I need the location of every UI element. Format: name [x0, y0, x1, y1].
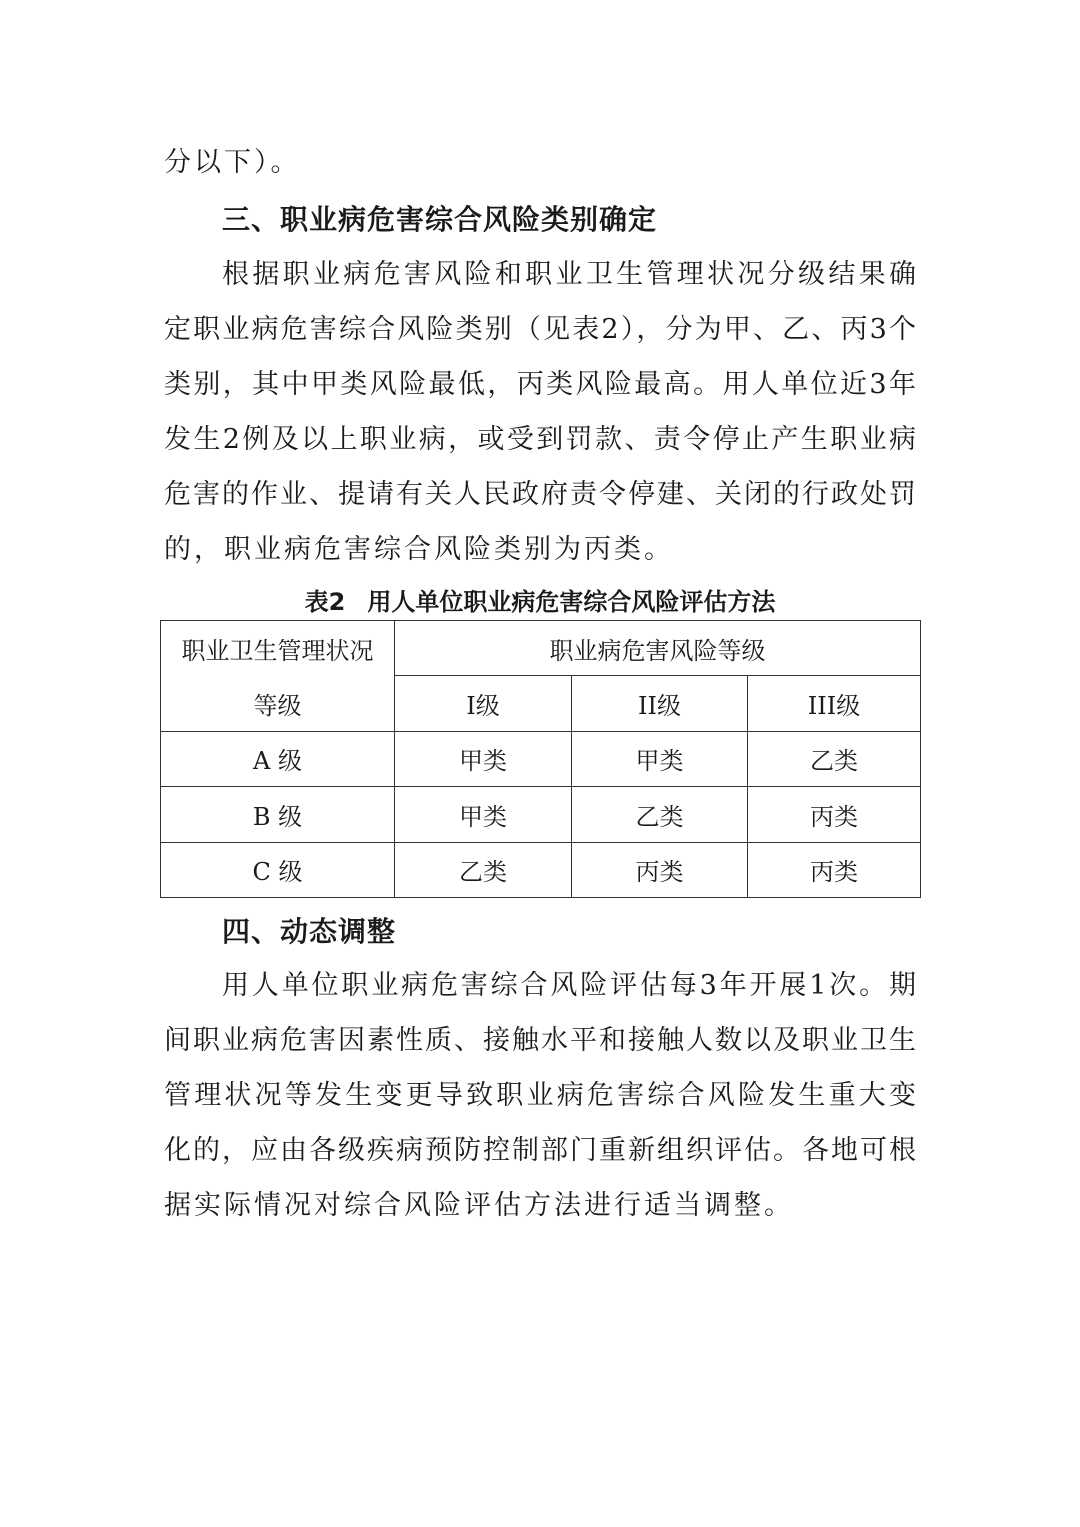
- table-cell: 甲类: [395, 787, 572, 842]
- section-3-heading: 三、职业病危害综合风险类别确定: [222, 203, 658, 236]
- risk-assessment-table: [160, 620, 921, 898]
- col-group-header: 职业病危害风险等级: [395, 621, 921, 676]
- row-label: A 级: [161, 731, 395, 786]
- row-header-top: 职业卫生管理状况: [161, 621, 395, 676]
- col-header: I级: [395, 676, 572, 731]
- row-label: B 级: [161, 787, 395, 842]
- table-row: [161, 787, 921, 842]
- paragraph-end: 分以下）。: [164, 147, 301, 178]
- section-4-heading: 四、动态调整: [222, 915, 397, 948]
- table-cell: 丙类: [748, 787, 921, 842]
- section-4-line: 用人单位职业病危害综合风险评估每3年开展1次。期: [222, 970, 916, 1001]
- section-3-line: 发生2例及以上职业病，或受到罚款、责令停止产生职业病: [164, 424, 916, 455]
- table-cell: 丙类: [748, 842, 921, 897]
- section-3-line: 危害的作业、提请有关人民政府责令停建、关闭的行政处罚: [164, 479, 916, 510]
- table-caption: [0, 582, 1080, 622]
- table-title: 用人单位职业病危害综合风险评估方法: [367, 588, 776, 616]
- section-3-line: 类别，其中甲类风险最低，丙类风险最高。用人单位近3年: [164, 369, 916, 400]
- row-header-bottom: 等级: [161, 676, 395, 731]
- section-4-line: 间职业病危害因素性质、接触水平和接触人数以及职业卫生: [164, 1025, 916, 1056]
- table-row: [161, 731, 921, 786]
- section-4-line: 管理状况等发生变更导致职业病危害综合风险发生重大变: [164, 1080, 916, 1111]
- section-4-line: 据实际情况对综合风险评估方法进行适当调整。: [164, 1190, 794, 1221]
- row-label: C 级: [161, 842, 395, 897]
- table-cell: 甲类: [572, 731, 748, 786]
- section-3-line: 定职业病危害综合风险类别（见表2），分为甲、乙、丙3个: [164, 314, 916, 345]
- section-3-line: 的，职业病危害综合风险类别为丙类。: [164, 534, 674, 565]
- table-number: 表2: [304, 588, 346, 616]
- table-cell: 甲类: [395, 731, 572, 786]
- table-row: [161, 842, 921, 897]
- table-cell: 丙类: [572, 842, 748, 897]
- section-4-line: 化的，应由各级疾病预防控制部门重新组织评估。各地可根: [164, 1135, 916, 1166]
- section-3-line: 根据职业病危害风险和职业卫生管理状况分级结果确: [222, 259, 916, 290]
- col-header: III级: [748, 676, 921, 731]
- table-cell: 乙类: [572, 787, 748, 842]
- table-cell: 乙类: [395, 842, 572, 897]
- table-cell: 乙类: [748, 731, 921, 786]
- col-header: II级: [572, 676, 748, 731]
